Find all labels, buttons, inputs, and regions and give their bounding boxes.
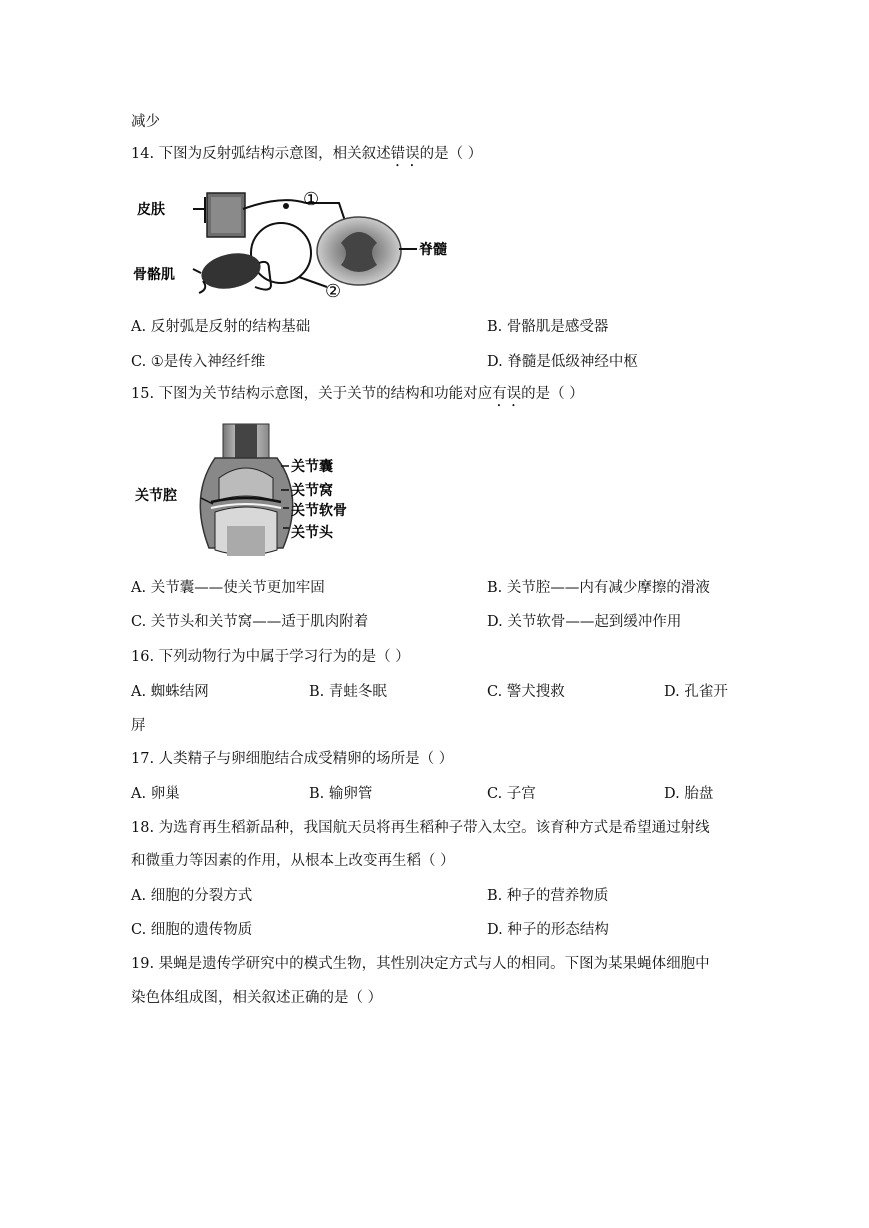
option-A: A. 细胞的分裂方式 [131,888,253,904]
joint-capsule-label: 关节囊 [291,459,333,475]
spinal-cord-label: 脊髓 [419,242,447,258]
joint-cartilage-label: 关节软骨 [291,503,347,519]
emphasis-text: 错误 [390,146,420,162]
text-line: 减少 [131,114,160,130]
joint-head-label: 关节头 [291,525,333,541]
option-D: D. 种子的形态结构 [487,922,609,938]
question-text: 14. 下图为反射弧结构示意图，相关叙述 [131,146,391,162]
question-18: 18. 为选育再生稻新品种，我国航天员将再生稻种子带入太空。该育种方式是希望通过射线 [131,820,710,836]
option-C: C. 细胞的遗传物质 [131,922,253,938]
option-B: B. 种子的营养物质 [487,888,609,904]
joint-cavity-label: 关节腔 [135,488,177,504]
question-18-continued: 和微重力等因素的作用，从根本上改变再生稻（ ） [131,853,455,869]
joint-socket-label: 关节窝 [291,483,333,499]
reflex-arc-figure [131,181,451,301]
option-D: D. 关节软骨——起到缓冲作用 [487,614,682,630]
option-A: A. 蜘蛛结网 [131,684,209,700]
question-19-continued: 染色体组成图，相关叙述正确的是（ ） [131,990,383,1006]
option-C: C. ①是传入神经纤维 [131,354,266,370]
skin-label: 皮肤 [137,202,165,218]
option-D: D. 胎盘 [664,786,714,802]
question-17: 17. 人类精子与卵细胞结合成受精卵的场所是（ ） [131,751,454,767]
marker-1: ① [303,189,320,210]
question-19: 19. 果蝇是遗传学研究中的模式生物，其性别决定方式与人的相同。下图为某果蝇体细胞中 [131,956,710,972]
question-text: 的是（ ） [521,386,584,402]
emphasis-text: 有误 [492,386,522,402]
question-text: 的是（ ） [419,146,483,162]
option-B: B. 青蛙冬眠 [309,684,387,700]
option-B: B. 输卵管 [309,786,373,802]
option-D-continued: 屏 [131,718,146,734]
question-14 [131,144,482,170]
marker-2: ② [325,281,342,301]
question-16: 16. 下列动物行为中属于学习行为的是（ ） [131,649,410,665]
question-15 [131,384,584,410]
option-B: B. 骨骼肌是感受器 [487,319,609,335]
option-A: A. 反射弧是反射的结构基础 [131,319,311,335]
muscle-label: 骨骼肌 [133,267,175,283]
option-D: D. 孔雀开 [664,684,728,700]
question-text: 15. 下图为关节结构示意图，关于关节的结构和功能对应 [131,386,493,402]
option-C: C. 子宫 [487,786,536,802]
option-B: B. 关节腔——内有减少摩擦的滑液 [487,580,710,596]
option-C: C. 警犬搜救 [487,684,565,700]
joint-figure [131,418,371,566]
option-A: A. 卵巢 [131,786,180,802]
option-A: A. 关节囊——使关节更加牢固 [131,580,325,596]
option-D: D. 脊髓是低级神经中枢 [487,354,638,370]
option-C: C. 关节头和关节窝——适于肌肉附着 [131,614,369,630]
